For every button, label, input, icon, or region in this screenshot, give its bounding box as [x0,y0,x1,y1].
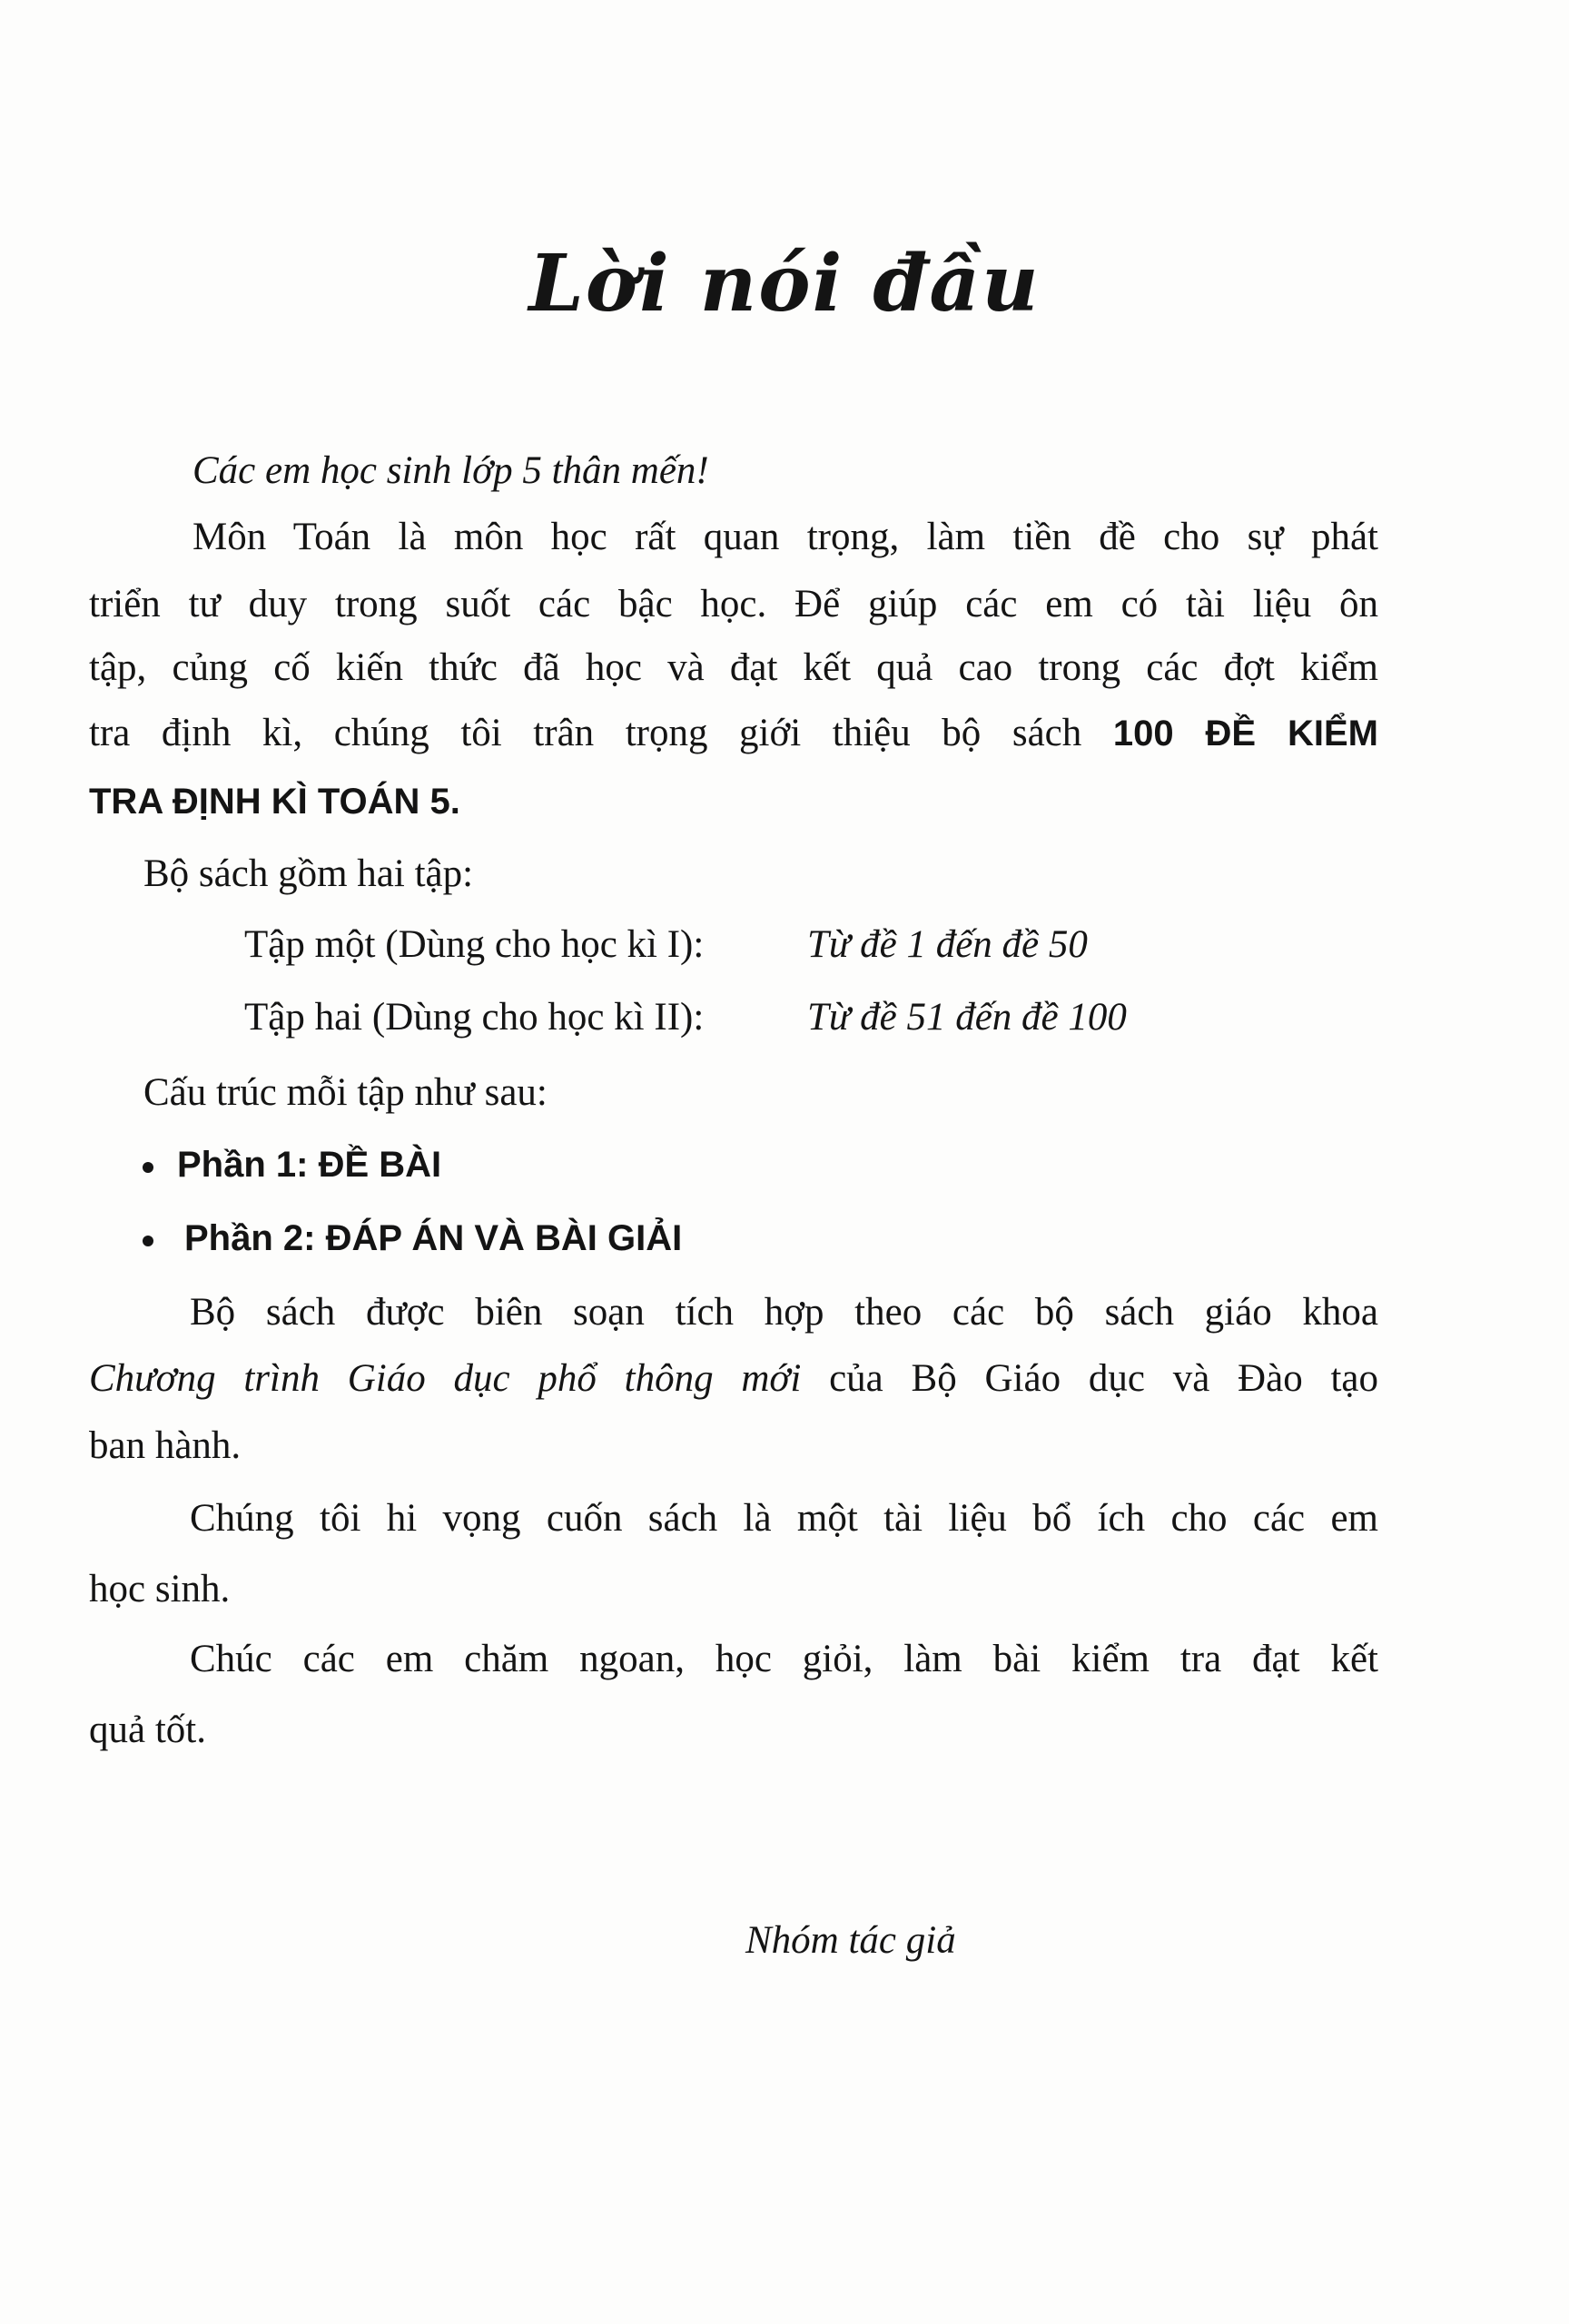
bullet-icon [143,1236,153,1246]
paragraph-line [89,1354,1378,1404]
part-label: Phần 1: ĐỀ BÀI [177,1145,442,1185]
paragraph-line: học sinh. [89,1568,231,1610]
volumes-intro: Bộ sách gồm hai tập: [143,852,474,895]
paragraph-line: Môn Toán là môn học rất quan trọng, làm tiền đề cho sự phát [192,516,1378,558]
volume-item [244,920,704,970]
paragraph-line: ban hành. [89,1424,242,1467]
paragraph-line: Chúc các em chăm ngoan, học giỏi, làm bài kiểm tra đạt kết [190,1638,1378,1680]
paragraph-line [89,708,1378,759]
volume-label: Tập một (Dùng cho học kì I): [244,923,705,966]
paragraph-line: Bộ sách được biên soạn tích hợp theo các bộ sách giáo khoa [190,1291,1378,1334]
structure-intro: Cấu trúc mỗi tập như sau: [143,1071,548,1114]
volume-range: Từ đề 1 đến đề 50 [807,923,1088,966]
text: tra định kì, chúng tôi trân trọng giới thiệu bộ sách [89,712,1113,754]
paragraph-line [89,776,460,827]
structure-part [143,1139,441,1190]
volume-range: Từ đề 51 đến đề 100 [807,996,1127,1039]
paragraph-line: tập, củng cố kiến thức đã học và đạt kết quả cao trong các đợt kiểm [89,646,1378,689]
volume-item [244,992,704,1043]
structure-part [143,1213,682,1264]
page-title: Lời nói đầu [528,238,1041,330]
signature: Nhóm tác giả [745,1919,956,1962]
program-name: Chương trình Giáo dục phổ thông mới [89,1357,802,1400]
bullet-icon [143,1162,153,1173]
text: của Bộ Giáo dục và Đào tạo [801,1357,1378,1400]
volume-label: Tập hai (Dùng cho học kì II): [244,996,705,1039]
book-title-bold: 100 ĐỀ KIỂM [1112,714,1379,753]
paragraph-line: quả tốt. [89,1709,206,1751]
paragraph-line: Chúng tôi hi vọng cuốn sách là một tài liệu bổ ích cho các em [190,1497,1378,1540]
book-title-bold: TRA ĐỊNH KÌ TOÁN 5. [89,782,460,822]
greeting: Các em học sinh lớp 5 thân mến! [192,449,709,492]
paragraph-line: triển tư duy trong suốt các bậc học. Để giúp các em có tài liệu ôn [89,583,1378,625]
part-label: Phần 2: ĐÁP ÁN VÀ BÀI GIẢI [184,1218,683,1258]
